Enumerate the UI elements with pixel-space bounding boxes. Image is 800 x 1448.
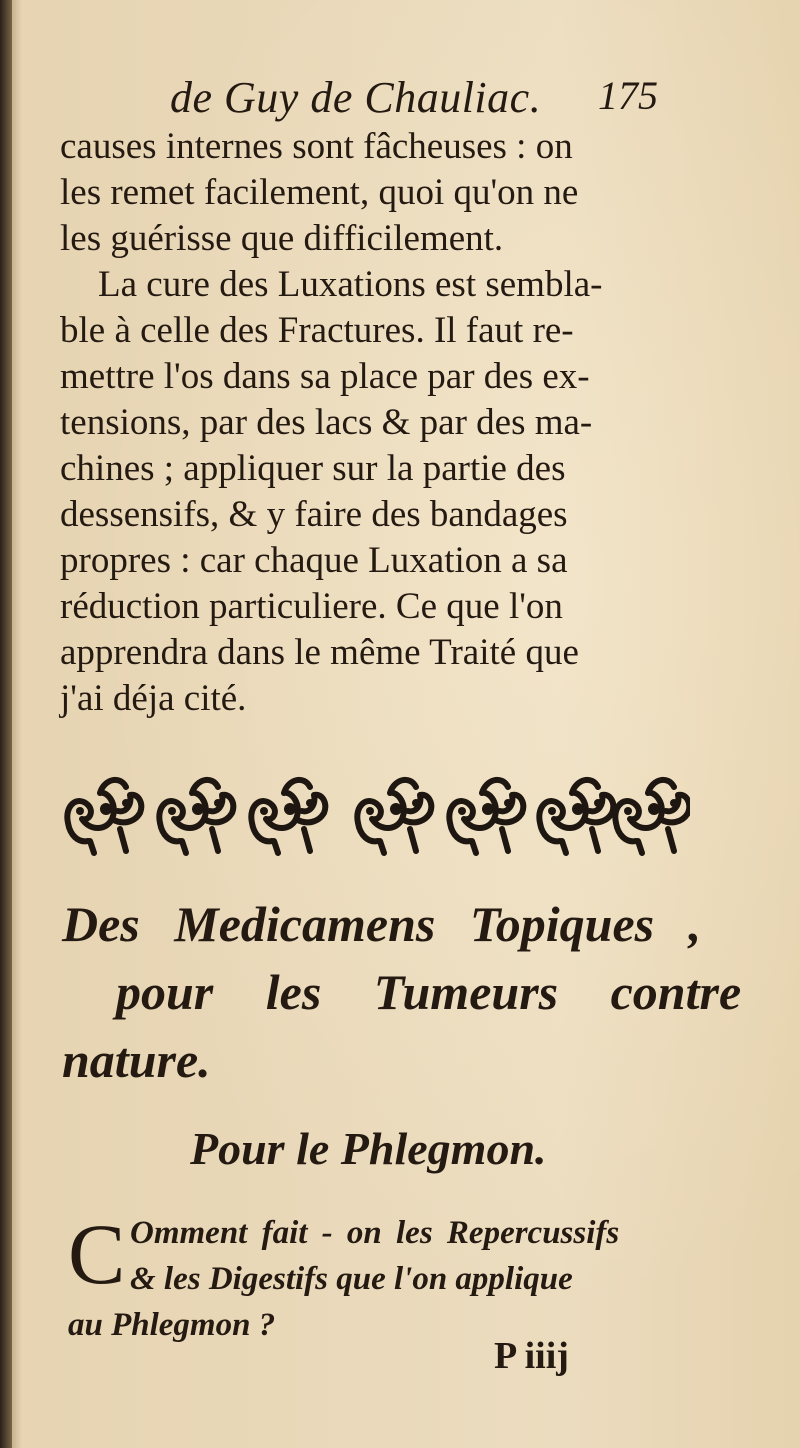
body-line: réduction particuliere. Ce que l'on — [60, 586, 563, 627]
section-title-line: nature. — [62, 1032, 211, 1088]
body-line: chines ; appliquer sur la partie des — [60, 448, 566, 489]
question-line: au Phlegmon ? — [68, 1307, 276, 1343]
signature-mark: P iiij — [494, 1335, 569, 1377]
body-line: dessensifs, & y faire des bandages — [60, 494, 568, 535]
fleuron-row-icon — [60, 765, 690, 857]
question-line: Omment fait - on les Repercussifs — [130, 1215, 620, 1251]
body-line: ble à celle des Fractures. Il faut re- — [60, 310, 574, 351]
drop-cap: C — [68, 1206, 126, 1302]
body-line: j'ai déja cité. — [60, 678, 247, 719]
body-line: La cure des Luxations est sembla- — [98, 264, 603, 305]
running-title: de Guy de Chauliac. — [170, 73, 542, 122]
body-line: propres : car chaque Luxation a sa — [60, 540, 568, 581]
body-line: les guérisse que difficilement. — [60, 218, 504, 259]
subheading: Pour le Phlegmon. — [190, 1123, 547, 1174]
question-line: & les Digestifs que l'on applique — [130, 1261, 573, 1297]
section-title — [62, 890, 742, 1094]
body-line: causes internes sont fâcheuses : on — [60, 126, 573, 167]
body-paragraph — [60, 124, 680, 722]
body-line: mettre l'os dans sa place par des ex- — [60, 356, 590, 397]
body-line: tensions, par des lacs & par des ma- — [60, 402, 593, 443]
question-paragraph — [68, 1206, 688, 1348]
body-line: apprendra dans le même Traité que — [60, 632, 579, 673]
page-number: 175 — [598, 73, 658, 118]
body-line: les remet facilement, quoi qu'on ne — [60, 172, 579, 213]
section-title-line: Des Medicamens Topiques , — [62, 896, 702, 952]
section-title-line: pour les Tumeurs contre — [116, 964, 742, 1020]
book-spine — [0, 0, 12, 1448]
page-header — [170, 72, 670, 132]
